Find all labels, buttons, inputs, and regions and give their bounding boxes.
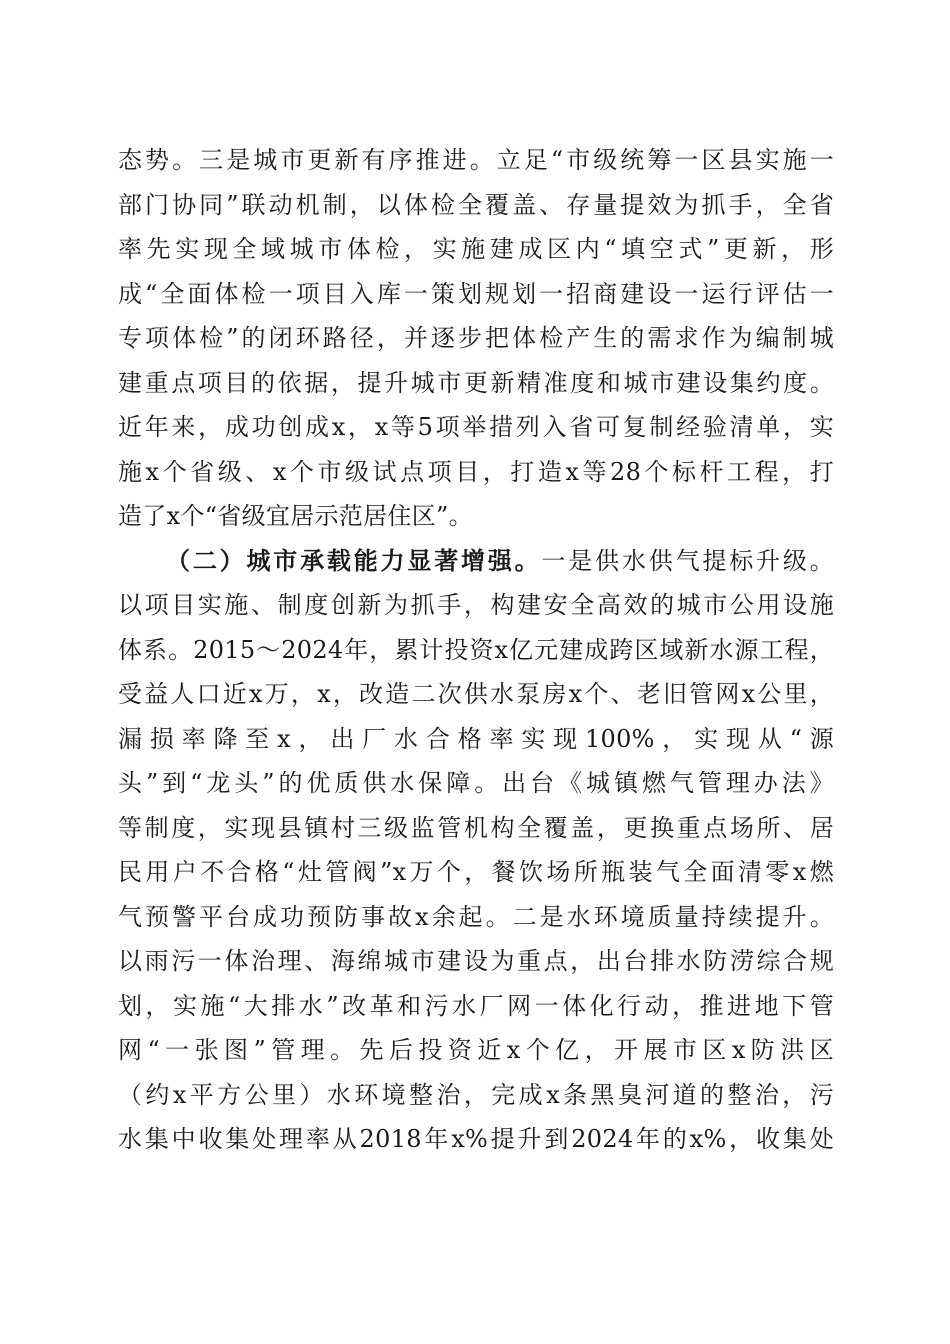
section-heading-line — [118, 539, 834, 584]
text-line: 气预警平台成功预防事故x余起。二是水环境质量持续提升。 — [118, 902, 834, 931]
text-line: 以项目实施、制度创新为抓手，构建安全高效的城市公用设施 — [118, 591, 834, 619]
text-line: 态势。三是城市更新有序推进。立足“市级统筹一区县实施一 — [118, 146, 834, 174]
text-line: 头”到“龙头”的优质供水保障。出台《城镇燃气管理办法》 — [118, 769, 834, 797]
text-line: （约x平方公里）水环境整治，完成x条黑臭河道的整治，污 — [118, 1080, 834, 1109]
text-line: 漏损率降至x，出厂水合格率实现100%，实现从“源 — [118, 724, 834, 753]
body-text — [118, 138, 834, 1162]
text-line: 近年来，成功创成x，x等5项举措列入省可复制经验清单，实 — [118, 413, 834, 441]
text-line: 水集中收集处理率从2018年x%提升到2024年的x%，收集处 — [118, 1125, 834, 1153]
text-line: 体系。2015～2024年，累计投资x亿元建成跨区域新水源工程， — [118, 635, 834, 664]
text-line: 施x个省级、x个市级试点项目，打造x等28个标杆工程，打 — [118, 457, 834, 486]
text-line: 民用户不合格“灶管阀”x万个，餐饮场所瓶装气全面清零x燃 — [118, 858, 834, 886]
text-line: 划，实施“大排水”改革和污水厂网一体化行动，推进地下管 — [118, 991, 834, 1020]
text-line: 等制度，实现县镇村三级监管机构全覆盖，更换重点场所、居 — [118, 813, 834, 842]
text-line: 部门协同”联动机制，以体检全覆盖、存量提效为抓手，全省 — [118, 190, 834, 219]
text-line: 专项体检”的闭环路径，并逐步把体检产生的需求作为编制城 — [118, 324, 834, 352]
text-line: 率先实现全域城市体检，实施建成区内“填空式”更新，形 — [118, 235, 834, 263]
section-heading: （二）城市承载能力显著增强。 — [166, 545, 542, 575]
text-line: 网“一张图”管理。先后投资近x个亿，开展市区x防洪区 — [118, 1036, 834, 1064]
text-line: 以雨污一体治理、海绵城市建设为重点，出台排水防涝综合规 — [118, 947, 834, 975]
text-line: 成“全面体检一项目入库一策划规划一招商建设一运行评估一 — [118, 279, 834, 308]
text-line: 造了x个“省级宜居示范居住区”。 — [118, 502, 473, 530]
section-first-line-text: 一是供水供气提标升级。 — [541, 546, 834, 575]
text-line: 受益人口近x万，x，改造二次供水泵房x个、老旧管网x公里， — [118, 680, 834, 708]
text-line: 建重点项目的依据，提升城市更新精准度和城市建设集约度。 — [118, 368, 834, 397]
